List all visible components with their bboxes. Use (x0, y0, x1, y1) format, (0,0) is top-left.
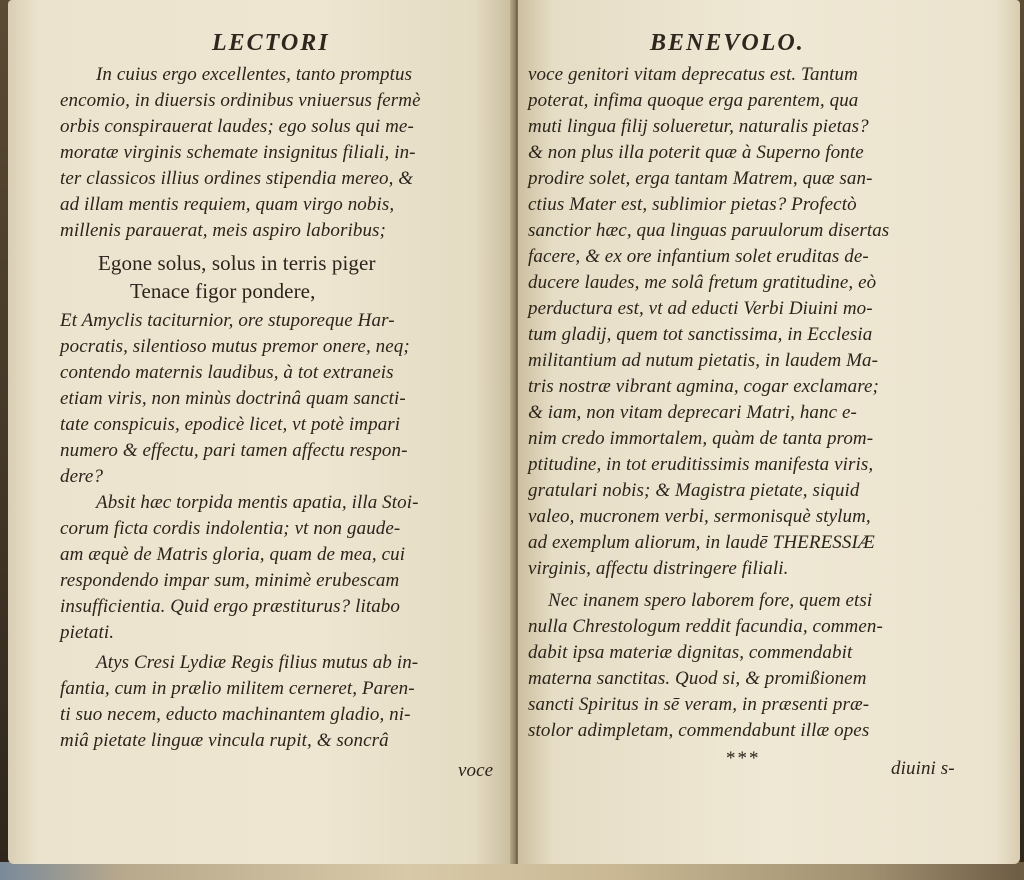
book-bottom-edge (0, 862, 1024, 880)
text-line: dabit ipsa materiæ dignitas, commendabit (528, 642, 853, 663)
text-line: respondendo impar sum, minimè erubescam (60, 570, 400, 591)
left-page (8, 0, 514, 864)
right-running-head: BENEVOLO. (650, 30, 805, 56)
text-line: nulla Chrestologum reddit facundia, commen- (528, 616, 883, 637)
text-line: ter classicos illius ordines stipendia mereo, & (60, 168, 414, 189)
text-line: tate conspicuis, epodicè licet, vt potè impari (60, 414, 401, 435)
text-line: pocratis, silentioso mutus premor onere, neq; (60, 336, 410, 357)
catchword: voce (458, 760, 494, 781)
text-line: prodire solet, erga tantam Matrem, quæ san- (528, 168, 873, 189)
text-line: tris nostræ vibrant agmina, cogar exclamare; (528, 376, 879, 397)
text-line: insufficientia. Quid ergo præstiturus? litabo (60, 596, 401, 617)
text-line: poterat, infima quoque erga parentem, qua (528, 90, 859, 111)
text-line: ducere laudes, me solâ fretum gratitudine, eò (528, 272, 877, 293)
text-line: fantia, cum in prælio militem cerneret, Paren- (60, 678, 415, 699)
text-line: gratulari nobis; & Magistra pietate, siquid (528, 480, 860, 501)
text-line: nim credo immortalem, quàm de tanta prom- (528, 428, 874, 449)
text-line: perducturа est, vt ad educti Verbi Diuini mo- (528, 298, 873, 319)
text-line: muti lingua filij solueretur, naturalis pietas? (528, 116, 869, 137)
text-line: am æquè de Matris gloria, quam de mea, cui (60, 544, 406, 565)
text-line: contendo maternis laudibus, à tot extraneis (60, 362, 394, 383)
text-line: valeo, mucronem verbi, sermonisquè stylum, (528, 506, 871, 527)
text-line: ptitudine, in tot eruditissimis manifesta viris, (528, 454, 874, 475)
text-line: Atys Cresi Lydiæ Regis filius mutus ab in- (96, 652, 419, 673)
text-line: stolor adimpletam, commendabunt illæ opes (528, 720, 870, 741)
right-page (518, 0, 1020, 864)
text-line: tum gladij, quem tot sanctissima, in Ecclesia (528, 324, 873, 345)
text-line: materna sanctitas. Quod si, & promißionem (528, 668, 867, 689)
left-page-text (8, 0, 514, 864)
text-line: etiam viris, non minùs doctrinâ quam sancti- (60, 388, 406, 409)
text-line: Et Amyclis taciturnior, ore stuporeque Har- (60, 310, 395, 331)
verse-line: Tenace figor pondere, (130, 279, 316, 303)
text-line: Absit hæc torpida mentis apatia, illa Stoi- (96, 492, 419, 513)
catchword: diuini s- (891, 758, 955, 779)
text-line: miâ pietate linguæ vincula rupit, & soncrâ (60, 730, 389, 751)
text-line: In cuius ergo excellentes, tanto promptus (96, 64, 413, 85)
signature-mark: *** (726, 748, 761, 769)
text-line: voce genitori vitam deprecatus est. Tantum (528, 64, 858, 85)
text-line: & non plus illa poterit quæ à Superno fonte (528, 142, 864, 163)
text-line: sancti Spiritus in sē veram, in præsenti præ- (528, 694, 870, 715)
text-line: ctius Mater est, sublimior pietas? Profectò (528, 194, 857, 215)
text-line: orbis conspirauerat laudes; ego solus qui me- (60, 116, 414, 137)
text-line: virginis, affectu distringere filiali. (528, 558, 789, 579)
text-line: corum ficta cordis indolentia; vt non gaude- (60, 518, 401, 539)
text-line: millenis parauerat, meis aspiro laboribus; (60, 220, 386, 241)
text-line: ad illam mentis requiem, quam virgo nobis, (60, 194, 395, 215)
verse-line: Egone solus, solus in terris piger (98, 251, 376, 275)
right-page-text (518, 0, 1020, 864)
text-line: Nec inanem spero laborem fore, quem etsi (548, 590, 873, 611)
text-line: numero & effectu, pari tamen affectu respon- (60, 440, 408, 461)
text-line: ad exemplum aliorum, in laudē THERESSIÆ (528, 532, 875, 553)
text-line: pietati. (60, 622, 115, 643)
text-line: moratæ virginis schemate insignitus filiali, in- (60, 142, 416, 163)
left-running-head: LECTORI (212, 30, 330, 56)
text-line: dere? (60, 466, 104, 487)
text-line: militantium ad nutum pietatis, in laudem Ma- (528, 350, 879, 371)
text-line: ti suo necem, educto machinantem gladio, ni- (60, 704, 411, 725)
text-line: sanctior hæc, qua linguas paruulorum disertas (528, 220, 890, 241)
text-line: facere, & ex ore infantium solet eruditas de- (528, 246, 869, 267)
text-line: encomio, in diuersis ordinibus vniuersus fermè (60, 90, 421, 111)
text-line: & iam, non vitam deprecari Matri, hanc e- (528, 402, 857, 423)
